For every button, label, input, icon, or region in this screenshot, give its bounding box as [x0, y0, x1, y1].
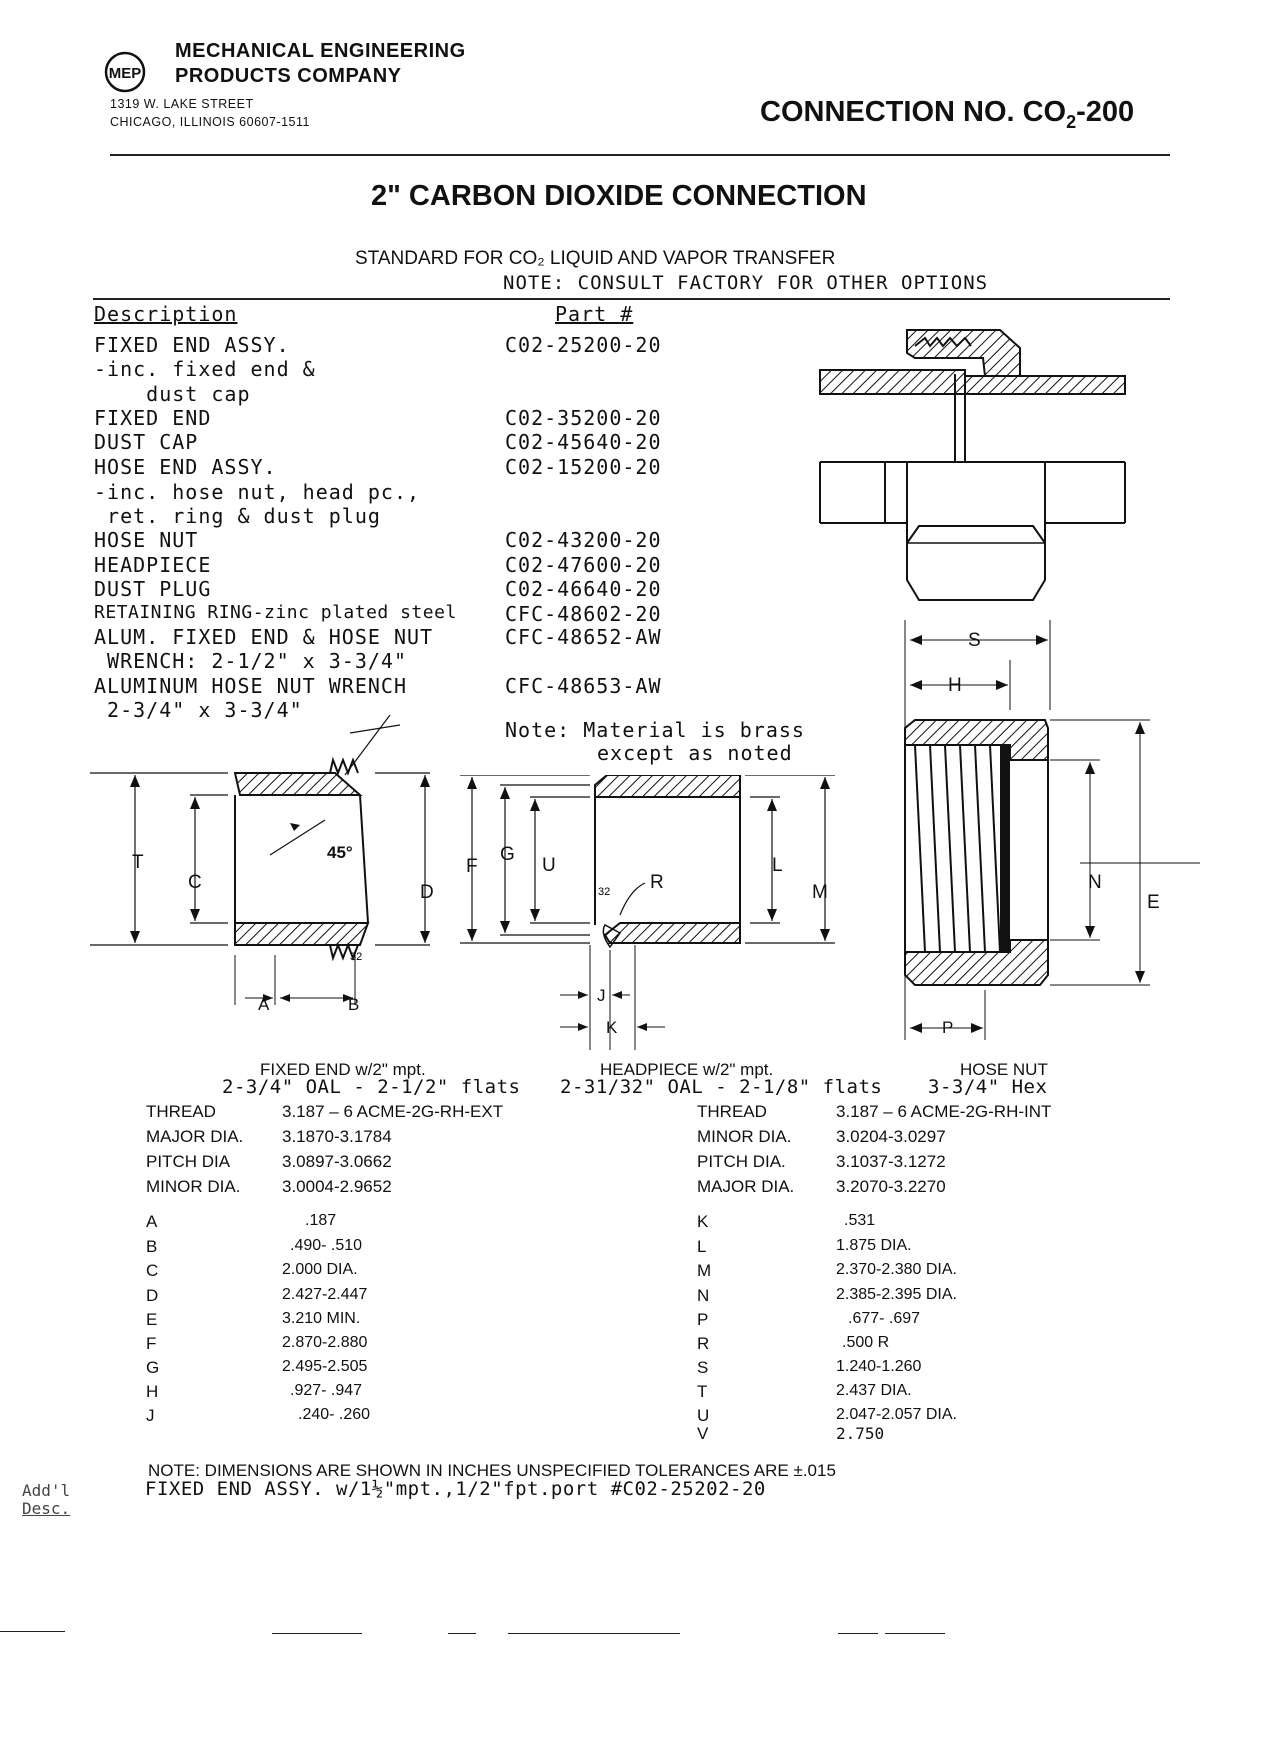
- dimension-value: 1.875 DIA.: [836, 1237, 912, 1254]
- dimension-label: N: [697, 1286, 710, 1305]
- connection-number: [760, 96, 1134, 133]
- label-g: G: [500, 844, 515, 865]
- dimension-label: C: [146, 1261, 159, 1280]
- label-e: E: [1147, 892, 1160, 913]
- dimension-label: T: [697, 1382, 708, 1401]
- dimension-value: 2.437 DIA.: [836, 1382, 912, 1399]
- dimension-label: J: [146, 1406, 155, 1425]
- angle-32-label: 32: [350, 951, 363, 963]
- parts-divider: [93, 298, 1170, 300]
- thread-spec-value: 3.1037-3.1272: [836, 1152, 946, 1171]
- dimension-value: 1.240-1.260: [836, 1358, 922, 1375]
- dimension-value: 2.495-2.505: [282, 1358, 368, 1375]
- hose-nut-caption: HOSE NUT: [960, 1060, 1048, 1079]
- label-h: H: [948, 675, 962, 696]
- headpiece-caption-detail: 2-31/32" OAL - 2-1/8" flats: [560, 1076, 883, 1098]
- connection-number-suffix: -200: [1076, 96, 1135, 128]
- thread-spec-label: PITCH DIA.: [697, 1152, 786, 1171]
- dimension-label: S: [697, 1358, 709, 1377]
- thread-spec-label: THREAD: [697, 1102, 767, 1121]
- thread-spec-label: MINOR DIA.: [697, 1127, 792, 1146]
- headpiece-drawing: [460, 775, 850, 1050]
- thread-spec-value: 3.0204-3.0297: [836, 1127, 946, 1146]
- dimension-label: R: [697, 1334, 710, 1353]
- label-b: B: [348, 995, 360, 1014]
- parts-row-description: FIXED END ASSY.: [94, 333, 290, 357]
- parts-header-description: Description: [94, 302, 238, 326]
- parts-row-description: ret. ring & dust plug: [94, 504, 381, 528]
- dimension-value: 2.370-2.380 DIA.: [836, 1261, 957, 1278]
- scan-line-mid3: [508, 1633, 680, 1634]
- angle-32b-label: 32: [598, 886, 611, 898]
- thread-spec-label: MAJOR DIA.: [697, 1177, 795, 1196]
- parts-row-part-number: CFC-48652-AW: [505, 625, 662, 649]
- parts-row-part-number: C02-45640-20: [505, 430, 662, 454]
- header-divider: [110, 154, 1170, 156]
- dimension-value: 3.210 MIN.: [282, 1310, 361, 1327]
- dimension-value: 2.047-2.057 DIA.: [836, 1406, 957, 1423]
- label-l: L: [772, 855, 783, 876]
- thread-spec-label: MINOR DIA.: [146, 1177, 241, 1196]
- parts-row-description: ALUMINUM HOSE NUT WRENCH: [94, 674, 407, 698]
- dimension-value: .927- .947: [290, 1382, 363, 1399]
- parts-row-part-number: CFC-48653-AW: [505, 674, 662, 698]
- scan-line-right2: [885, 1633, 945, 1634]
- factory-note: NOTE: CONSULT FACTORY FOR OTHER OPTIONS: [503, 272, 989, 294]
- scan-line-mid2: [448, 1633, 476, 1634]
- thread-spec-label: THREAD: [146, 1102, 216, 1121]
- company-logo: [103, 50, 147, 94]
- parts-row-part-number: C02-25200-20: [505, 333, 662, 357]
- label-angle-45: 45°: [327, 843, 353, 862]
- parts-row-part-number: C02-35200-20: [505, 406, 662, 430]
- label-p: P: [942, 1018, 954, 1037]
- parts-row-description: ALUM. FIXED END & HOSE NUT: [94, 625, 434, 649]
- thread-spec-value: 3.0004-2.9652: [282, 1177, 392, 1196]
- scan-line-left: [0, 1631, 65, 1632]
- fixed-end-caption: FIXED END w/2" mpt.: [260, 1060, 426, 1079]
- parts-header-part: Part #: [555, 302, 634, 326]
- dimension-label: U: [697, 1406, 710, 1425]
- hose-nut-drawing: [900, 620, 1200, 1040]
- dimension-label: H: [146, 1382, 159, 1401]
- thread-spec-value: 3.2070-3.2270: [836, 1177, 946, 1196]
- scan-line-mid1: [272, 1633, 362, 1634]
- connection-number-sub: 2: [1066, 111, 1077, 132]
- dimension-label: F: [146, 1334, 157, 1353]
- connection-number-prefix: CONNECTION NO. CO: [760, 96, 1067, 128]
- address-line2: CHICAGO, ILLINOIS 60607-1511: [110, 115, 310, 129]
- assembly-drawing: [815, 318, 1130, 620]
- material-note-line1: Note: Material is brass: [505, 718, 805, 742]
- label-n: N: [1088, 872, 1102, 893]
- dimension-value: 2.870-2.880: [282, 1334, 368, 1351]
- label-d: D: [420, 882, 434, 903]
- dimension-label: B: [146, 1237, 158, 1256]
- additional-description: FIXED END ASSY. w/1½"mpt.,1/2"fpt.port #C02-25202-20: [145, 1478, 766, 1500]
- parts-row-description: HOSE NUT: [94, 528, 199, 552]
- company-name-line2: PRODUCTS COMPANY: [175, 65, 402, 87]
- thread-spec-value: 3.187 – 6 ACME-2G-RH-EXT: [282, 1102, 504, 1121]
- parts-row-description: -inc. hose nut, head pc.,: [94, 480, 421, 504]
- thread-spec-label: PITCH DIA: [146, 1152, 231, 1171]
- dimension-value: .240- .260: [298, 1406, 371, 1423]
- dimension-value: .187: [305, 1212, 337, 1229]
- dimension-label: V: [697, 1424, 709, 1443]
- hose-nut-caption-detail: 3-3/4" Hex: [928, 1076, 1048, 1098]
- additional-label-line1: Add'l: [22, 1481, 71, 1500]
- scan-line-right1: [838, 1633, 878, 1634]
- label-j: J: [597, 986, 606, 1005]
- thread-spec-value: 3.1870-3.1784: [282, 1127, 392, 1146]
- headpiece-caption: HEADPIECE w/2" mpt.: [600, 1060, 774, 1079]
- standard-text: STANDARD FOR CO₂ LIQUID AND VAPOR TRANSFER: [355, 248, 836, 269]
- dimension-label: D: [146, 1286, 159, 1305]
- parts-row-part-number: CFC-48602-20: [505, 602, 662, 626]
- parts-row-description: DUST CAP: [94, 430, 199, 454]
- label-r: R: [650, 872, 664, 893]
- parts-row-part-number: C02-46640-20: [505, 577, 662, 601]
- label-k: K: [606, 1018, 618, 1037]
- dimension-label: K: [697, 1212, 709, 1231]
- parts-row-description: HOSE END ASSY.: [94, 455, 277, 479]
- parts-row-part-number: C02-47600-20: [505, 553, 662, 577]
- tolerance-note: NOTE: DIMENSIONS ARE SHOWN IN INCHES UNSPECIFIED TOLERANCES ARE ±.015: [148, 1461, 836, 1480]
- thread-spec-value: 3.0897-3.0662: [282, 1152, 392, 1171]
- parts-row-description: WRENCH: 2-1/2" x 3-3/4": [94, 649, 407, 673]
- parts-row-description: DUST PLUG: [94, 577, 212, 601]
- thread-spec-value: 3.187 – 6 ACME-2G-RH-INT: [836, 1102, 1052, 1121]
- dimension-label: P: [697, 1310, 709, 1329]
- label-u: U: [542, 855, 556, 876]
- parts-row-part-number: C02-15200-20: [505, 455, 662, 479]
- address-line1: 1319 W. LAKE STREET: [110, 97, 254, 111]
- dimension-label: E: [146, 1310, 158, 1329]
- dimension-value: 2.427-2.447: [282, 1286, 368, 1303]
- parts-row-description: HEADPIECE: [94, 553, 212, 577]
- label-a: A: [258, 995, 270, 1014]
- dimension-label: L: [697, 1237, 707, 1256]
- parts-row-description: 2-3/4" x 3-3/4": [94, 698, 303, 722]
- label-f: F: [466, 856, 478, 877]
- fixed-end-caption-detail: 2-3/4" OAL - 2-1/2" flats: [222, 1076, 521, 1098]
- dimension-value: .490- .510: [290, 1237, 363, 1254]
- material-note-line2: except as noted: [597, 741, 793, 765]
- company-name-line1: MECHANICAL ENGINEERING: [175, 40, 466, 62]
- parts-row-description: FIXED END: [94, 406, 212, 430]
- parts-row-description: RETAINING RING-zinc plated steel: [94, 602, 457, 623]
- dimension-value: 2.000 DIA.: [282, 1261, 358, 1278]
- dimension-value: .531: [844, 1212, 876, 1229]
- logo-text: MEP: [108, 65, 142, 82]
- parts-row-description: dust cap: [94, 382, 251, 406]
- dimension-value: 2.385-2.395 DIA.: [836, 1286, 957, 1303]
- dimension-label: G: [146, 1358, 160, 1377]
- dimension-value: .677- .697: [848, 1310, 921, 1327]
- additional-label-line2: Desc.: [22, 1499, 71, 1518]
- label-c: C: [188, 872, 202, 893]
- dimension-label: A: [146, 1212, 158, 1231]
- label-m: M: [812, 882, 828, 903]
- parts-row-part-number: C02-43200-20: [505, 528, 662, 552]
- thread-spec-label: MAJOR DIA.: [146, 1127, 244, 1146]
- label-t: T: [132, 852, 144, 873]
- parts-row-description: -inc. fixed end &: [94, 357, 316, 381]
- dimension-value: 2.750: [836, 1424, 885, 1443]
- label-s: S: [968, 630, 981, 651]
- dimension-value: .500 R: [842, 1334, 890, 1351]
- page-title: 2" CARBON DIOXIDE CONNECTION: [371, 180, 867, 212]
- dimension-label: M: [697, 1261, 712, 1280]
